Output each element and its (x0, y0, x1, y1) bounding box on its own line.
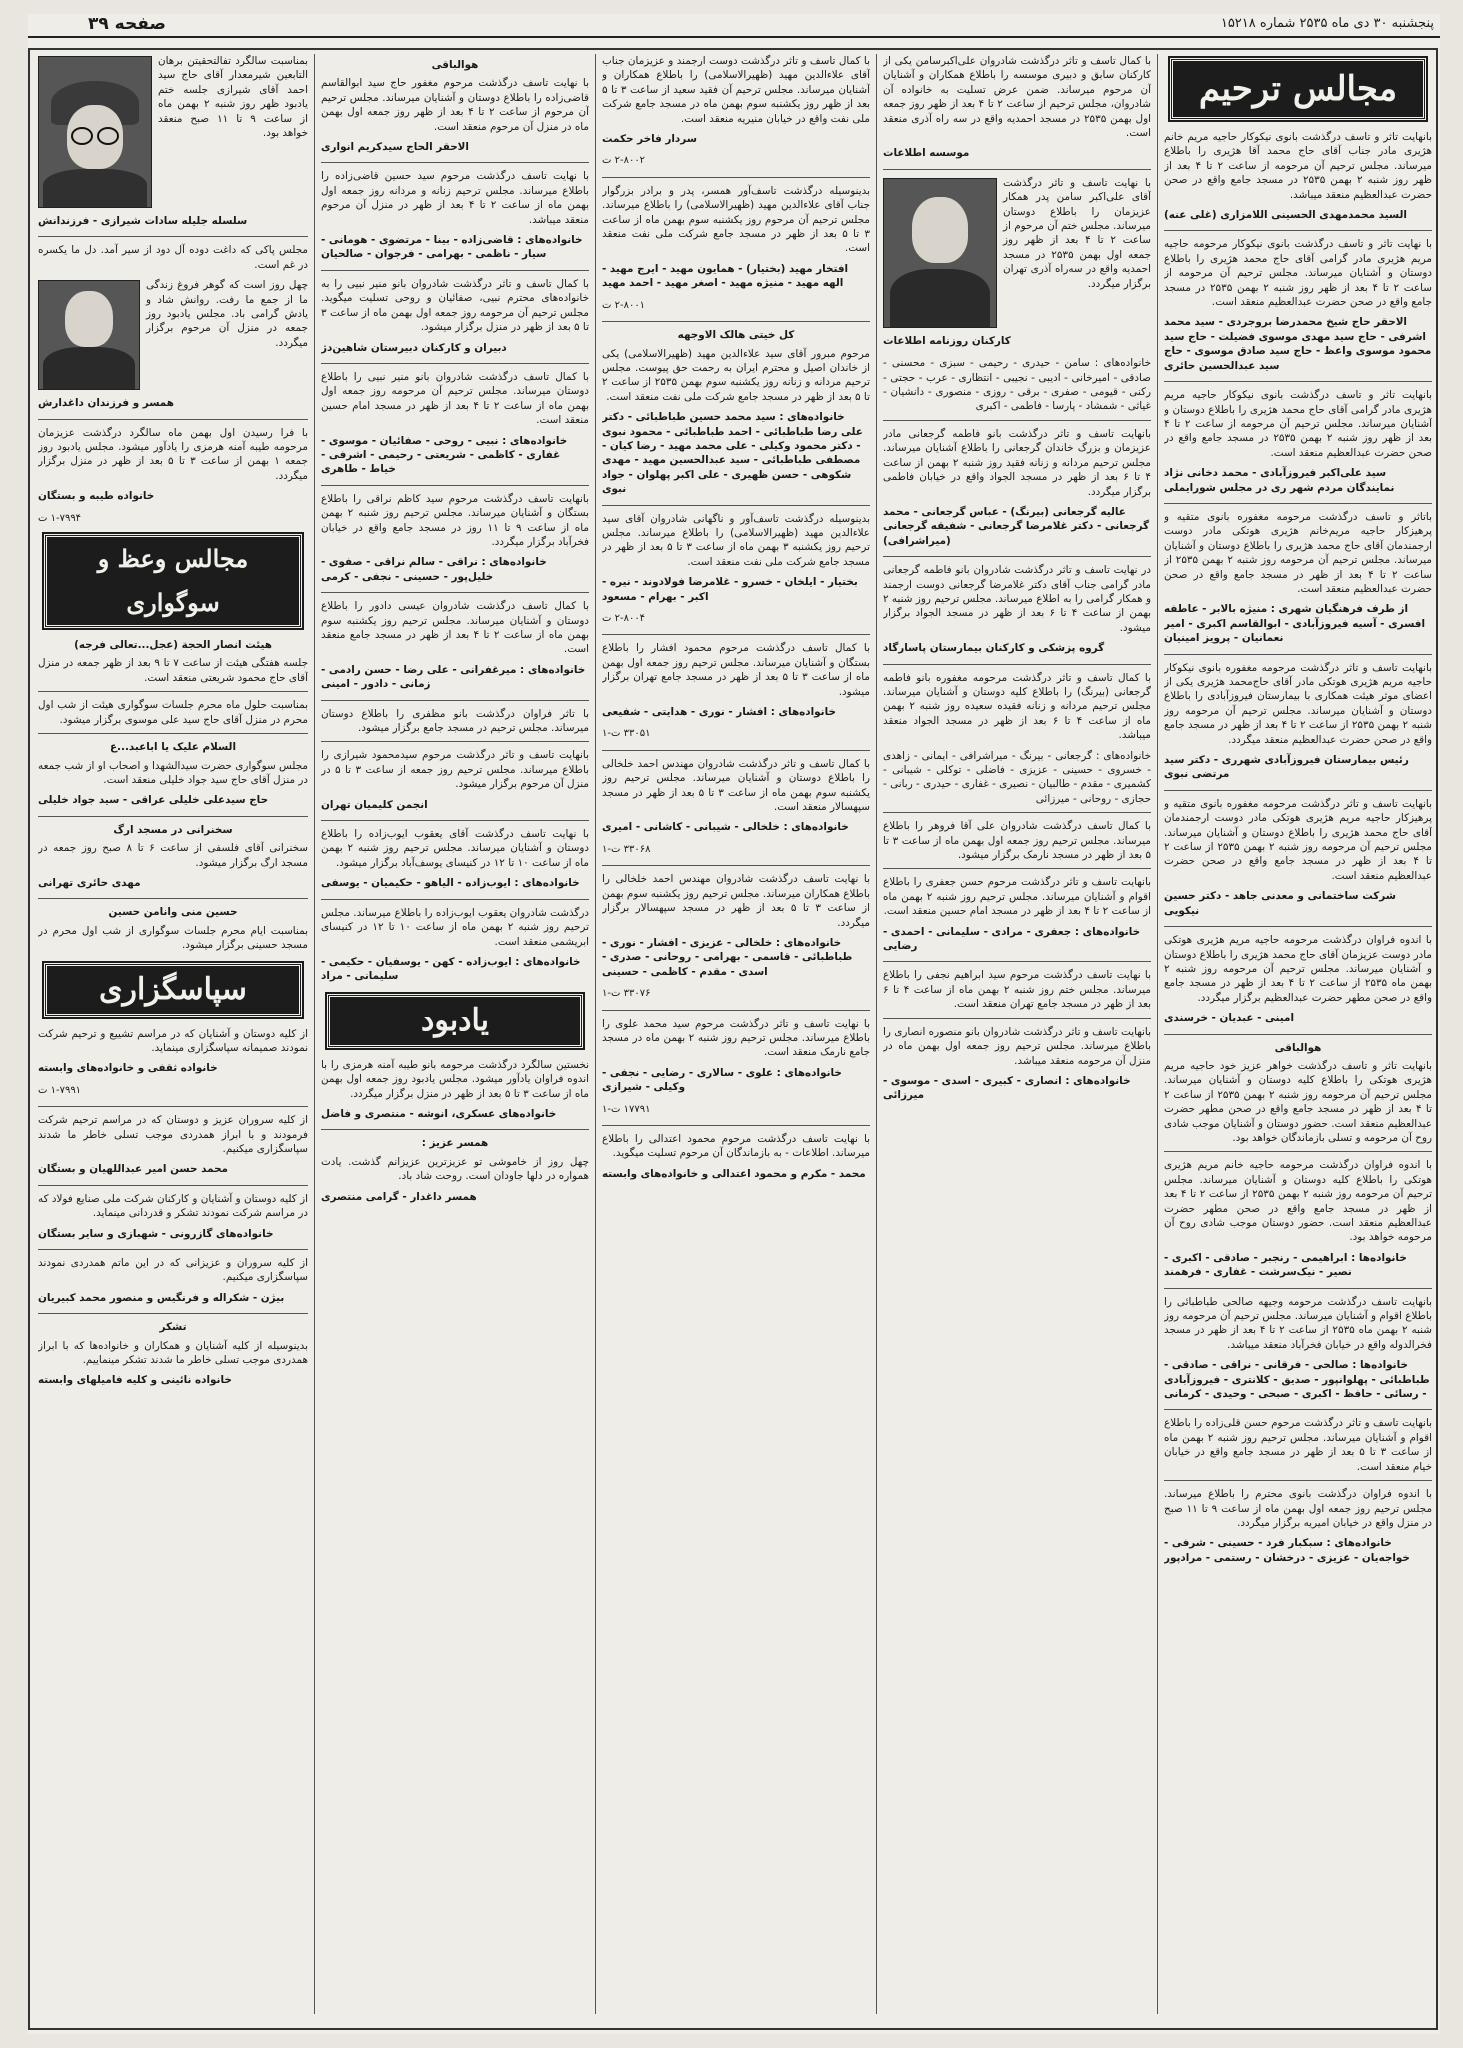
notice-text: جلسه هفتگی هیئت از ساعت ۷ تا ۹ بعد از ظهر جمعه در منزل آقای حاج محمود شریعتی منعقد است. (38, 657, 308, 684)
notice-text: باتاثر و تاسف درگذشت مرحومه مغفوره بانوی متقیه و پرهیزکار حاجیه مریم‌خانم هژیری هوتکی مادر دوست ارجمندمان آقای حاج محمد هژیری را باطلاع دوستان و آشنایان میرساند. مجلس ترحیم آن مرحومه روز شنبه ۲ بهمن ۲۵۳۵ از ساعت ۲ تا ۴ بعد از ظهر در مسجد جامع واقع در صحن حضرت عبدالعظیم منعقد است. (1164, 510, 1432, 595)
portrait-photo (38, 56, 152, 208)
notice-text: با نهایت تاثر و تاسف درگذشت بانوی نیکوکار مرحومه حاجیه مریم هژیری مادر گرامی آقای حاج محمد هژیری را باطلاع دوستان و آشنایان میرساند. مجلس ترحیم آن مرحومه از ساعت ۲ تا ۴ بعد از ظهر روز شنبه ۲ بهمن ۲۵۳۵ در مسجد جامع واقع در صحن حضرت عبدالعظیم منعقد است. (1164, 238, 1432, 309)
divider (1164, 230, 1432, 231)
column-2 (883, 54, 1151, 2014)
notice-text: بمناسبت سالگرد تفالتحقیتن برهان التابعین شیرمعدار آقای حاج سید احمد آقای شیرازی جلسه ختم یادبود ظهر روز شنبه ۲ بهمن ماه از ساعت ۹ تا ۱۱ صبح منعقد خواهد بود. (158, 55, 308, 140)
notice-signature: خانواده‌های : نبیی - روحی - صفائیان - موسوی - غفاری - کاظمی - شریعتی - رحیمی - اشرفی - خیاط - طاهری (321, 434, 568, 476)
notice-signature: شرکت ساختمانی و معدنی جاهد - دکتر حسین نیکویی (1164, 890, 1396, 917)
section-banner-remembrance: یادبود (327, 994, 583, 1048)
divider (602, 1125, 870, 1126)
notice-signature: مهدی حائری تهرانی (38, 876, 141, 889)
notice-signature: سید علی‌اکبر فیروزآبادی - محمد دخانی نژاد نمایندگان مردم شهر ری در مجلس شورایملی (1164, 467, 1395, 494)
divider (38, 816, 308, 817)
notice-text: با کمال تاسف درگذشت مرحوم محمود افشار را باطلاع بستگان و آشنایان میرساند. مجلس ترحیم روز جمعه اول بهمن ماه از ساعت ۳ تا ۵ بعد از ظهر در مسجد جامع تهران برگزار میشود. (602, 642, 870, 698)
notice-signature: حاج سیدعلی خلیلی عراقی - سید جواد خلیلی (38, 794, 269, 807)
notice-text: بانهایت تاسف و تاثر درگذشت مرحوم حسن قلی‌زاده را باطلاع اقوام و آشنایان میرساند. مجلس ترحیم روز شنبه ۲ بهمن ماه از ساعت ۳ تا ۵ بعد از ظهر در مسجد جامع واقع در خیابان خیام منعقد است. (1164, 1417, 1432, 1473)
notice-signature: السید محمدمهدی الحسینی اللامزاری (غلی عنه) (1164, 209, 1407, 222)
notice-text: از کلیه دوستان و آشنایان که در مراسم تشییع و ترحیم شرکت نمودند صمیمانه سپاسگزاری مینماید. (38, 1027, 308, 1054)
divider (321, 1129, 589, 1130)
notice-signature: خانواده‌های : قاضی‌زاده - بینا - مرتضوی - هومانی - سیار - ناظمی - بهرامی - فرجوان - صالحیان (321, 234, 583, 261)
notice-text: بانهایت تاسف و تاثر درگذشت مرحومه مغفوره بانوی نیکوکار حاجیه مریم هژیری هوتکی مادر آقای حاج‌محمد هژیری یکی از اعضای موثر هیئت همکاری با بیمارستان فیروزآبادی را باطلاع دوستان و آشنایان میرساند. مجلس ترحیم آن مرحومه روز شنبه ۲ بهمن ۲۵۳۵ از ساعت ۲ تا ۴ بعد از ظهر در مسجد جامع واقع در صحن حضرت عبدالعظیم منعقد میگردد. (1164, 661, 1432, 746)
notice-signature: خانواده‌های : ایوب‌زاده - الیاهو - حکیمیان - یوسفی (321, 877, 580, 890)
notice-signature: خانواده‌های گازرونی - شهبازی و سایر بستگان (38, 1227, 274, 1240)
divider (883, 420, 1151, 421)
issue-date: پنجشنبه ۳۰ دی ماه ۲۵۳۵ شماره ۱۵۲۱۸ (1220, 16, 1434, 31)
notice-signature: خانواده‌های : افشار - نوری - هدایتی - شفیعی (602, 706, 836, 719)
divider (883, 169, 1151, 170)
notice-text: با اندوه فراوان درگذشت مرحومه حاجیه خانم مریم هژیری هوتکی را باطلاع کلیه دوستان و آشنایان میرساند. مجلس ترحیم آن مرحومه روز شنبه ۲ بهمن ۲۵۳۵ از ساعت ۲ تا ۴ بعد از ظهر در مسجد جامع واقع در صحن مطهر حضرت عبدالعظیم منعقد است. حضور دوستان موجب شادی روح آن مرحومه خواهد بود. (1164, 1159, 1432, 1244)
newspaper-page (28, 14, 1440, 2034)
divider (1164, 926, 1432, 927)
notice-text: با نهایت تاسف درگذشت آقای یعقوب ایوب‌زاده را باطلاع دوستان و آشنایان میرساند. مجلس ترحیم روز شنبه ۲ بهمن ماه از ساعت ۱۰ تا ۱۲ در کنیسای یوسف‌آباد برگزار میشود. (321, 828, 589, 869)
notice-text: سخنرانی آقای فلسفی از ساعت ۶ تا ۸ صبح روز جمعه در مسجد ارگ برگزار میشود. (38, 842, 308, 869)
notice-text: با نهایت تاسف درگذشت مرحوم سید حسین قاضی‌زاده را باطلاع میرساند. مجلس ترحیم زنانه و مردانه روز جمعه اول بهمن ماه از ساعت ۲ تا ۴ بعد از ظهر در منزل آن مرحوم منعقد میباشد. (321, 170, 589, 226)
divider (602, 865, 870, 866)
notice-text: بانهایت تاسف و تاثر درگذشت مرحوم سیدمحمود شیرازی را باطلاع میرساند. مجلس ترحیم روز جمعه از ساعت ۳ تا ۵ در منزل آن مرحوم برگزار میشود. (321, 749, 589, 791)
notice-text: بانهایت تاثر و تاسف درگذشت بانوی نیکوکار حاجیه مریم هژیری مادر گرامی آقای حاج محمد هژیری را باطلاع دوستان و آشنایان میرساند. مجلس ترحیم آن مرحومه از ساعت ۲ تا ۴ بعد از ظهر روز شنبه ۲ بهمن ۲۵۳۵ در مسجد جامع واقع در صحن حضرت عبدالعظیم منعقد است. (1164, 389, 1432, 459)
notice-heading: سخنرانی در مسجد ارگ (113, 823, 233, 836)
section-banner-thanks: سپاسگزاری (44, 963, 302, 1017)
divider (38, 898, 308, 899)
notice-signature: امینی - عبدیان - خرسندی (1164, 1012, 1295, 1025)
notice-text: مرحوم مبرور آقای سید علاءالدین مهید (ظهیرالاسلامی) یکی از خاندان اصیل و محترم ایران به رحمت حق پیوست. مجلس ترحیم مردانه و زنانه روز یکشنبه سوم بهمن ۲۵۳۵ از ساعت ۲ تا ۵ بعد از ظهر در مسجد جامع شرکت ملی نفت منعقد است. (602, 347, 870, 403)
divider (321, 700, 589, 701)
divider (1164, 1288, 1432, 1289)
divider (602, 505, 870, 506)
notice-signature: خانواده‌های : نراقی - سالم نراقی - صفوی - خلیل‌پور - حسینی - نجفی - کرمی (321, 556, 547, 583)
notice-text: چهل روز است که گوهر فروغ زندگی ما از جمع ما رفت. روانش شاد و یادش گرامی باد. مجلس یادبود روز جمعه در منزل آن مرحوم برگزار میگردد. (146, 279, 308, 349)
page-header (28, 14, 1440, 38)
notice-heading: حسین منی وانامن حسین (108, 906, 238, 919)
notice-heading: هوالباقی (431, 59, 479, 71)
section-banner-mourning: مجالس وعظ و سوگواری (44, 534, 302, 628)
notice-signature: محمد - مکرم و محمود اعتدالی و خانواده‌های وابسته (602, 1167, 866, 1180)
section-banner-memorials: مجالس ترحیم (1170, 58, 1426, 120)
column-3 (602, 54, 870, 2014)
notice-text: از کلیه دوستان و آشنایان و کارکنان شرکت ملی صنایع فولاد که در مراسم شرکت نمودند تشکر و قدردانی مینماید. (38, 1192, 308, 1220)
notice-signature: بیژن - شکراله و فرنگیس و منصور محمد کبیریان (38, 1291, 285, 1304)
notice-code: ۱-۷۹۹۴ ت (38, 512, 82, 524)
notice-text: بدینوسیله درگذشت تاسف‌آور همسر، پدر و برادر بزرگوار جناب آقای علاءالدین مهید (ظهیرالاسلامی) را باطلاع میرساند. مجلس ترحیم آن مرحوم روز یکشنبه سوم بهمن ماه از ساعت ۳ تا ۵ بعد از ظهر در مسجد جامع شرکت ملی نفت منعقد است. (602, 184, 870, 255)
notice-text: با کمال تاسف درگذشت شادروان علی آقا فروهر را باطلاع میرساند. مجلس ترحیم روز جمعه اول بهمن ماه از ساعت ۳ تا ۵ بعد از ظهر در مسجد نارمک برگزار میشود. (883, 820, 1151, 862)
divider (1164, 503, 1432, 504)
notice-heading: همسر عزیز : (421, 1137, 489, 1150)
notice-signature: موسسه اطلاعات (883, 147, 970, 160)
notice-code: ۳۳۰۷۶ ت-۱ (602, 988, 651, 1000)
notice-text: مجلس پاکی که داغت دوده آل دود از سیر آمد. دل ما یکسره در غم است. (38, 244, 308, 271)
notice-code: ۱-۷۹۹۱ ت (38, 1084, 82, 1096)
divider (602, 750, 870, 751)
notice-text: بانهایت تاسف و تاثر درگذشت بانو فاطمه گرجعانی مادر عزیزمان و بزرگ خاندان گرجعانی را باطلاع آشنایان میرساند. مجلس ترحیم مردانه و زنانه فقید روز شنبه ۲ بهمن از ساعت ۴ تا ۶ بعد از ظهر در مسجد الجواد واقع در خیابان فاطمی برگزار میگردد. (883, 427, 1151, 498)
notice-signature: خانواده‌های : سبکبار فرد - حسینی - شرفی - خواجه‌یان - عزیزی - درخشان - رستمی - مرادپور (1164, 1537, 1410, 1564)
notice-signature: خانواده‌های : علوی - سالاری - رضایی - نجفی - وکیلی - شیرازی (602, 1066, 842, 1094)
notice-signature: خانواده ثقفی و خانواده‌های وابسته (38, 1062, 218, 1075)
notice-code: ۱۷۷۹۱ ت-۱ (602, 1103, 651, 1115)
divider (38, 733, 308, 734)
notice-code: ۲-۸۰۰۱ ت (602, 299, 646, 311)
notice-heading: تشکر (159, 1321, 187, 1334)
divider (321, 363, 589, 364)
notice-signature: خانواده‌های : ایوب‌زاده - کهن - یوسفیان - حکیمی - سلیمانی - مراد (321, 955, 581, 983)
notice-text: بدینوسیله از کلیه آشنایان و همکاران و خانواده‌ها که با ابراز همدردی موجب تسلی خاطر ما شدند تشکر مینماییم. (38, 1339, 308, 1367)
divider (321, 899, 589, 900)
notice-text: مجلس سوگواری حضرت سیدالشهدا و اصحاب او از شب جمعه در منزل آقای حاج سید جواد خلیلی منعقد است. (38, 759, 308, 786)
notice-text: با نهایت تاسف درگذشت شادروان مهندس احمد خلخالی را باطلاع همکاران میرساند. مجلس ترحیم روز یکشنبه سوم بهمن از ساعت ۳ تا ۵ بعد از ظهر در مسجد سپهسالار برگزار میگردد. (602, 873, 870, 929)
divider (321, 162, 589, 163)
notice-text: با اندوه فراوان درگذشت مرحومه حاجیه مریم هژیری هوتکی مادر دوست عزیزمان آقای حاج محمد هژیری را باطلاع دوستان و آشنایان میرساند. مجلس ترحیم آن مرحومه روز شنبه ۲ بهمن ماه ۲۵۳۵ از ساعت ۲ تا ۴ بعد از ظهر در مسجد جامع واقع در صحن مطهر حضرت عبدالعظیم برگزار میگردد. (1164, 934, 1432, 1004)
notice-code: ۳۳۰۵۱ ت-۱ (602, 728, 651, 740)
notice-signature: همسر و فرزندان داغدارش (38, 397, 174, 410)
divider (1164, 1151, 1432, 1152)
divider (602, 1010, 870, 1011)
notice-text: چهل روز از خاموشی تو عزیزترین عزیزانم گذشت. یادت همواره در دلها جاودان است. روحت شاد باد. (321, 1155, 589, 1183)
notice-code: ۲-۸۰۰۲ ت (602, 155, 646, 167)
column-4 (321, 54, 589, 2014)
notice-text: بانهایت تاسف و تاثر درگذشت شادروان بانو منصوره انصاری را باطلاع میرساند. مجلس ترحیم روز جمعه اول بهمن ماه در منزل آن مرحومه منعقد میباشد. (883, 1025, 1151, 1067)
notice-text: با کمال تاسف و تاثر درگذشت شادروان بانو منیر نبیی را به خانواده‌های محترم نبیی، صفائیان و روحی تسلیت میگوید. مجلس ترحیم آن مرحومه روز جمعه اول بهمن ماه از ساعت ۳ تا ۵ بعد از ظهر در منزل برگزار میشود. (321, 277, 589, 334)
divider (38, 691, 308, 692)
divider (321, 485, 589, 486)
notice-signature: کارکنان روزنامه اطلاعات (883, 334, 1011, 347)
divider (602, 177, 870, 178)
notice-signature: خانواده‌های : سید محمد حسین طباطبائی - دکتر علی رضا طباطبائی - احمد طباطبائی - محمود نبوی - دکتر محمود وکیلی - علی محمد مهید - رضا کیان - مصطفی طباطبائی - سید عبدالحسین مهید - مهدی شکوهی - حسن ظهیری - علی اکبر پهلوان - جواد نبوی (602, 411, 863, 496)
notice-signature: خانواده‌های : انصاری - کبیری - اسدی - موسوی - میرزائی (883, 1074, 1131, 1102)
column-rule (595, 54, 596, 2014)
notice-heading: هیئت انصار الحجة (عجل...تعالی فرجه) (74, 639, 272, 652)
notice-text: از کلیه سروران عزیز و دوستان که در مراسم ترحیم شرکت فرمودند و با ابراز همدردی موجب تسلی خاطر ما شدند سپاسگزاری میکنیم. (38, 1114, 308, 1155)
notice-signature: بختیار - ایلخان - خسرو - غلامرضا فولادوند - نیره - اکبر - بهرام - مسعود (602, 576, 858, 603)
notice-code: ۲-۸۰۰۴ ت (602, 613, 646, 624)
notice-signature: الاحقر حاج شیخ محمدرضا بروجردی - سید محمد اشرفی - حاج سید مهدی موسوی فضیلت - حاج سید محمود موسوی واعظ - حاج سید صادق موسوی - حاج سید عبدالحسین حائری (1164, 316, 1432, 372)
notice-signature: خانواده‌های : جعفری - مرادی - سلیمانی - احمدی - رضایی (883, 925, 1141, 953)
notice-text: نخستین سالگرد درگذشت مرحومه بانو طیبه آمنه هرمزی را با اندوه فراوان یادآور میشود. مجلس یادبود روز جمعه اول بهمن ماه از ساعت ۳ تا ۵ بعد از ظهر در منزل برگزار میگردد. (321, 1058, 589, 1100)
divider (38, 1313, 308, 1314)
divider (38, 419, 308, 420)
notice-text: با نهایت تاسف درگذشت مرحوم سید ابراهیم نجفی را باطلاع میرساند. مجلس ختم روز شنبه ۲ بهمن ماه از ساعت ۴ تا ۶ بعد از ظهر در مسجد جامع تهران منعقد است. (883, 969, 1151, 1011)
notice-signature: خانواده طیبه و بستگان (38, 490, 155, 503)
notice-text: بانهایت تاسف و تاثر درگذشت مرحومه مغفوره بانوی متقیه و پرهیزکار حاجیه مریم هژیری هوتکی مادر دوست ارجمندمان آقای حاج محمد هژیری را باطلاع دوستان و آشنایان میرساند. مجلس ترحیم آن مرحومه روز شنبه ۲ بهمن ۲۵۳۵ از ساعت ۲ تا ۴ بعد از ظهر در مسجد جامع واقع در صحن حضرت عبدالعظیم منعقد است. (1164, 797, 1432, 882)
notice-signature: خانواده‌ها : ابراهیمی - رنجبر - صادقی - اکبری - نصیر - نیک‌سرشت - غفاری - فرهمند (1164, 1251, 1407, 1279)
notice-text: بانهایت تاسف و تاثر درگذشت مرحوم حسن جعفری را باطلاع اقوام و آشنایان میرساند. مجلس ترحیم روز شنبه ۲ بهمن ماه از ساعت ۲ تا ۴ بعد از ظهر در مسجد امام حسین منعقد است. (883, 876, 1151, 918)
notice-signature: الاحقر الحاج سیدکریم انواری (321, 141, 469, 154)
divider (883, 868, 1151, 869)
family-list: خانواده‌های : گرجعانی - بیرنگ - میراشرافی - ایمانی - زاهدی - خسروی - حسینی - عزیزی - فاضلی - توکلی - شیبانی - کشمیری - مقدم - طالبیان - نصیری - غفاری - حیدری - ربانی - حجازی - روحانی - میرزائی (883, 749, 1151, 805)
notice-signature: همسر داغدار - گرامی منتصری (321, 1190, 477, 1203)
notice-text: با کمال تاسف و تاثر درگذشت دوست ارجمند و عزیزمان جناب آقای علاءالدین مهید (ظهیرالاسلامی) را باطلاع همکاران و آشنایان میرساند. مجلس ترحیم آن فقید سعید از ساعت ۳ تا ۵ بعد از ظهر روز یکشنبه سوم بهمن ماه در مسجد جامع شرکت ملی نفت واقع در خیابان منیریه منعقد است. (602, 55, 870, 125)
notice-text: با نهایت تاسف درگذشت مرحوم مغفور حاج سید ابوالقاسم قاضی‌زاده را باطلاع دوستان و آشنایان میرساند. مجلس ترحیم آن مرحوم از ساعت ۲ تا ۴ بعد از ظهر روز جمعه اول بهمن ماه در منزل آن مرحوم منعقد است. (321, 77, 589, 133)
notice-text: با نهایت تاسف و تاثر درگذشت آقای علی‌اکبر سامن پدر همکار عزیزمان را باطلاع دوستان میرساند. مجلس ختم آن مرحوم از ساعت ۲ تا ۴ بعد از ظهر روز جمعه اول بهمن ۲۵۳۵ در مسجد احمدیه واقع در سه‌راه آذری تهران برگزار میگردد. (1003, 176, 1151, 290)
divider (321, 592, 589, 593)
divider (1164, 1409, 1432, 1410)
portrait-photo (38, 280, 140, 390)
divider (38, 1106, 308, 1107)
notice-text: بانهایت تاثر و تاسف درگذشت خواهر عزیز خود حاجیه مریم هژیری هوتکی را باطلاع کلیه دوستان و آشنایان میرساند. مجلس ترحیم آن مرحومه روز شنبه ۲ بهمن ۲۵۳۵ از ساعت ۲ تا ۴ بعد از ظهر در مسجد جامع واقع در صحن مطهر حضرت عبدالعظیم منعقد است. حضور دوستان و آشنایان موجب شادی روح آن مرحومه و تسلی بازماندگان خواهد بود. (1164, 1059, 1432, 1144)
divider (1164, 654, 1432, 655)
column-5 (38, 54, 308, 2014)
divider (1164, 1034, 1432, 1035)
notice-signature: محمد حسن امیر عبداللهیان و بستگان (38, 1163, 228, 1176)
notice-signature: گروه پزشکی و کارکنان بیمارستان پاسارگاد (883, 642, 1105, 655)
notice-text: با فرا رسیدن اول بهمن ماه سالگرد درگذشت عزیزمان مرحومه طیبه آمنه هرمزی را یادآور میشود. مجلس یادبود روز جمعه ۱ بهمن از ساعت ۳ تا ۵ بعد از ظهر در منزل برگزار میگردد. (38, 426, 308, 482)
notice-signature: خانواده‌های : خلخالی - شیبانی - کاشانی - امیری (602, 821, 849, 834)
notice-text: بانهایت تاسف درگذشت مرحوم سید کاظم نراقی را باطلاع بستگان و آشنایان میرساند. مجلس ترحیم روز شنبه ۲ بهمن ماه از ساعت ۹ تا ۱۱ روز در مسجد جامع واقع در خیابان فخرآباد برگزار میگردد. (321, 492, 589, 548)
column-rule (1157, 54, 1158, 2014)
notice-signature: خانواده‌های : میرغفرانی - علی رضا - حسن رادمی - زمانی - دادور - امینی (321, 663, 586, 691)
notice-signature: از طرف فرهنگیان شهری : منیژه بالابر - عاطفه افسری - آسیه فیروزآبادی - ابوالقاسم اکبری - امیر نعمانیان - پرویز امینیان (1164, 603, 1426, 645)
notice-text: با کمال تاسف و تاثر درگذشت شادروان مهندس احمد خلخالی را باطلاع دوستان و آشنایان میرساند. مجلس ترحیم روز یکشنبه سوم بهمن ماه از ساعت ۳ تا ۵ بعد از ظهر در مسجد سپهسالار منعقد است. (602, 757, 870, 814)
divider (1164, 381, 1432, 382)
notice-signature: دبیران و کارکنان دبیرستان شاهین‌دژ (321, 341, 507, 354)
notice-heading: هوالباقی (1274, 1041, 1322, 1054)
notice-text: بمناسبت حلول ماه محرم جلسات سوگواری هیئت از شب اول محرم در منزل آقای حاج سید علی موسوی برگزار میشود. (38, 699, 308, 726)
notice-text: بانهایت تاثر و تاسف درگذشت بانوی نیکوکار حاجیه مریم خانم هژیری مادر جناب آقای حاج محمد آقا هژیری را باطلاع میرساند. مجلس ترحیم آن مرحومه از ساعت ۲ تا ۴ بعد از ظهر روز شنبه ۲ بهمن ۲۵۳۵ در مسجد جامع واقع در صحن حضرت عبدالعظیم منعقد میباشد. (1164, 131, 1432, 201)
divider (1164, 790, 1432, 791)
divider (321, 820, 589, 821)
divider (883, 812, 1151, 813)
divider (1164, 1480, 1432, 1481)
divider (883, 664, 1151, 665)
notice-signature: انجمن کلیمیان تهران (321, 798, 428, 811)
divider (883, 1018, 1151, 1019)
notice-text: با کمال تاسف درگذشت شادروان عیسی دادور را باطلاع دوستان و آشنایان میرساند. مجلس ترحیم روز یکشنبه سوم بهمن ماه از ساعت ۲ تا ۴ بعد از ظهر در مسجد جامع منعقد است. (321, 600, 589, 656)
notice-text: بدینوسیله درگذشت تاسف‌آور و ناگهانی شادروان آقای سید علاءالدین مهید (ظهیرالاسلامی) را باطلاع میرساند. مجلس ترحیم روز یکشنبه ۳ بهمن ماه از ساعت ۳ تا ۵ بعد از ظهر در مسجد جامع شرکت ملی نفت منعقد است. (602, 512, 870, 568)
family-list: خانواده‌های : سامن - حیدری - رحیمی - سبزی - محسنی - صادقی - امیرخانی - ادیبی - نجیبی - انتظاری - عرب - حجتی - رکنی - قیومی - صفری - برقی - روزی - منصوری - دانشیان - غیاثی - شمشاد - پارسا - فاطمی - اکبری (883, 357, 1151, 413)
notice-signature: خانواده نائینی و کلیه فامیلهای وابسته (38, 1374, 232, 1387)
notice-text: با نهایت تاسف و تاثر درگذشت مرحوم سید محمد علوی را باطلاع میرساند. مجلس ترحیم روز شنبه ۲ بهمن ماه در مسجد جامع نارمک منعقد است. (602, 1017, 870, 1059)
notice-heading: کل خیتی هالک الاوجهه (677, 329, 795, 342)
notice-signature: افتخار مهید (بختیار) - همایون مهید - ایرج مهید - الهه مهید - منیژه مهید - اصغر مهید - احمد مهید (602, 262, 849, 290)
column-rule (876, 54, 877, 2014)
divider (321, 741, 589, 742)
divider (883, 556, 1151, 557)
divider (38, 236, 308, 237)
notice-text: درگذشت شادروان یعقوب ایوب‌زاده را باطلاع میرساند. مجلس ترحیم روز شنبه ۲ بهمن ماه از ساعت ۱۰ تا ۱۲ در کنیسای ابریشمی منعقد است. (321, 906, 589, 948)
divider (38, 1249, 308, 1250)
notice-signature: رئیس بیمارستان فیروزآبادی شهرری - دکتر سید مرتضی نبوی (1164, 754, 1409, 781)
portrait-photo (883, 178, 997, 328)
divider (602, 634, 870, 635)
notice-signature: سلسله جلیله سادات شیرازی - فرزندانش (38, 215, 248, 227)
notice-text: با تاثر فراوان درگذشت بانو مظفری را باطلاع دوستان میرساند. مجلس ترحیم در مسجد جامع برگزار میشود. (321, 707, 589, 735)
notice-signature: خانواده‌های : خلخالی - عزیزی - افشار - نوری - طباطبائی - قاسمی - بهرامی - روحانی - صدری - اسدی - مقدم - کاظمی - حسینی (602, 936, 853, 978)
notice-heading: السلام علیک یا اباعبد...ع (109, 741, 237, 754)
divider (602, 321, 870, 322)
divider (38, 1185, 308, 1186)
notice-text: با اندوه فراوان درگذشت بانوی محترم را باطلاع میرساند. مجلس ترحیم روز جمعه اول بهمن ماه از ساعت ۹ تا ۱۱ صبح در منزل واقع در خیابان امیریه برگزار میگردد. (1164, 1488, 1432, 1529)
notice-text: با کمال تاسف و تاثر درگذشت شادروان علی‌اکبرسامن یکی از کارکنان سابق و دبیری موسسه را باطلاع همکاران و آشنایان آن مرحوم میرساند. ضمن عرض تسلیت به خانواده آن شادروان، مجلس ترحیم از ساعت ۲ تا ۴ بعد از ظهر روز جمعه اول بهمن ۲۵۳۵ در مسجد احمدیه واقع در سه راه آذری منعقد است. (883, 55, 1151, 140)
notice-text: با نهایت تاسف درگذشت مرحوم محمود اعتدالی را باطلاع میرساند. اطلاعات - به بازماندگان آن مرحوم تسلیت میگوید. (602, 1132, 870, 1160)
notice-code: ۳۳۰۶۸ ت-۱ (602, 843, 651, 855)
column-1 (1164, 54, 1432, 2014)
notice-text: از کلیه سروران و عزیزانی که در این ماتم همدردی نمودند سپاسگزاری میکنیم. (38, 1257, 308, 1284)
notice-text: با کمال تاسف درگذشت شادروان بانو منیر نبیی را باطلاع دوستان میرساند. مجلس ترحیم آن مرحومه روز جمعه اول بهمن ماه از ساعت ۲ تا ۴ بعد از ظهر در مسجد امام حسین منعقد است. (321, 370, 589, 427)
divider (883, 961, 1151, 962)
divider (321, 270, 589, 271)
notice-text: در نهایت تاسف و تاثر درگذشت شادروان بانو فاطمه گرجعانی مادر گرامی جناب آقای دکتر غلامرضا گرجعانی دوست ارجمند و همکار گرامی را به اطلاع میرساند. مجلس ترحیم روز شنبه ۲ بهمن از ساعت ۴ تا ۶ بعد از ظهر در مسجد الجواد برگزار میشود. (883, 564, 1151, 634)
notice-signature: عالیه گرجعانی (بیرنگ) - عباس گرجعانی - محمد گرجعانی - دکتر غلامرضا گرجعانی - شفیقه گرجعانی (میراشرافی) (883, 505, 1150, 547)
page-number: صفحه ۳۹ (88, 14, 166, 34)
notice-text: بانهایت تاسف درگذشت مرحومه وجیهه صالحی طباطبائی را باطلاع اقوام و آشنایان میرساند. مجلس ترحیم آن مرحومه روز شنبه ۲ بهمن ماه ۲۵۳۵ از ساعت ۲ تا ۴ بعد از ظهر در مسجد فخرالدوله واقع در خیابان فخرآباد منعقد میباشد. (1164, 1295, 1432, 1351)
notice-signature: خانواده‌ها : صالحی - فرقانی - نراقی - صادقی - طباطبائی - پهلوانپور - صدیق - کلانتری - فیروزآبادی - رسائی - حافظ - اکبری - صبحی - وحیدی - کرمانی (1164, 1359, 1430, 1401)
notice-text: با کمال تاسف و تاثر درگذشت مرحومه مغفوره بانو فاطمه گرجعانی (بیرنگ) را باطلاع کلیه دوستان و آشنایان میرساند. مجلس ترحیم مردانه و زنانه فقیده سعیده روز شنبه ۲ بهمن ماه از ساعت ۴ تا ۶ بعد از ظهر در مسجد الجواد منعقد میباشد. (883, 671, 1151, 742)
column-rule (314, 54, 315, 2014)
notice-text: بمناسبت ایام محرم جلسات سوگواری از شب اول محرم در مسجد حسینی برگزار میشود. (38, 924, 308, 952)
notice-signature: سردار فاخر حکمت (602, 133, 697, 146)
notice-signature: خانواده‌های عسکری، انوشه - منتصری و فاضل (321, 1107, 557, 1120)
